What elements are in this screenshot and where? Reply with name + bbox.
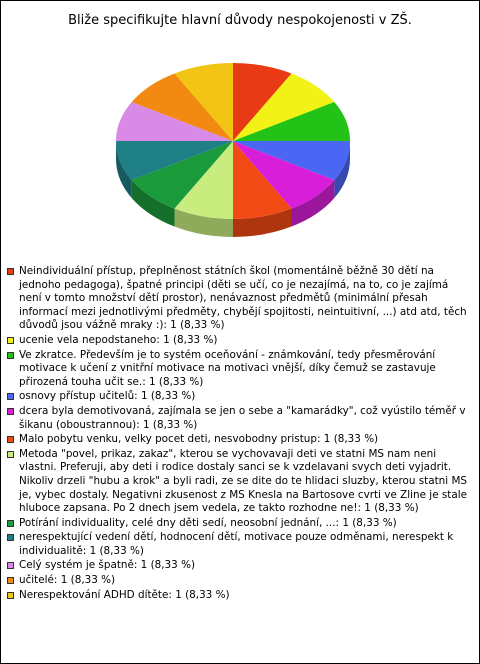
legend-label: osnovy přístup učitelů: 1 (8,33 %) [19,390,196,403]
legend-label: Malo pobytu venku, velky pocet deti, nesvobodny pristup: 1 (8,33 %) [19,433,379,446]
legend-item [7,265,473,333]
legend-item [7,448,473,516]
legend-item [7,390,473,404]
legend-item [7,517,473,531]
legend-item [7,433,473,447]
legend-label: Nerespektování ADHD dítěte: 1 (8,33 %) [19,588,230,601]
legend-item [7,574,473,588]
legend-label: učitelé: 1 (8,33 %) [19,574,116,587]
legend-swatch [7,408,14,415]
legend-item [7,334,473,348]
legend-swatch [7,393,14,400]
legend-swatch [7,577,14,584]
legend-item [7,531,473,558]
chart-title: Bliže specifikujte hlavní důvody nespokojenosti v ZŠ. [68,13,412,28]
pie-chart [1,41,479,251]
legend-label: ucenie vela nepodstaneho: 1 (8,33 %) [19,333,218,346]
chart-legend [7,265,473,603]
legend-label: dcera byla demotivovaná, zajímala se jen o sebe a "kamarádky", což vyústilo téměř v šikanu (oboustrannou): 1 (8,33 %) [19,404,466,431]
legend-swatch [7,352,14,359]
legend-label: Celý systém je špatně: 1 (8,33 %) [19,559,196,572]
legend-label: Potírání individuality, celé dny děti sedí, neosobní jednání, ...: 1 (8,33 %) [19,516,397,529]
legend-label: Ve zkratce. Především je to systém oceňování - známkování, tedy přesměrování motivace k učení z vnitřní motivace na motivaci vnější, díky čemuž se zastavuje přirozená touha učit se.: 1 (8,33 %) [19,348,436,388]
legend-swatch [7,562,14,569]
legend-swatch [7,520,14,527]
legend-item [7,559,473,573]
legend-label: Metoda "povel, prikaz, zakaz", kterou se vychovavaji deti ve statni MS nam neni vlastni. Preferuji, aby deti i rodice dostaly sanci se k vzdelavani svych deti vyjadrit. Nikoliv drzeli "hubu a krok" a byli radi, ze se dite do te hlidaci sluzby, kterou statni MS je, vybec dostaly. Negativni zkusenost z MS Knesla na Bartosove cvrti ve Zline je stale hluboce zapsana. Po 2 dnech jsem vedela, ze takto rozhodne ne!: 1 (8,33 %) [19,447,468,515]
legend-label: nerespektující vedení dětí, hodnocení dětí, motivace pouze odměnami, nerespekt k individualitě: 1 (8,33 %) [19,531,454,557]
legend-item [7,405,473,432]
legend-swatch [7,451,14,458]
pie-top [116,63,350,219]
legend-swatch [7,337,14,344]
legend-item [7,349,473,390]
legend-label: Neindividuální přístup, přeplněnost státních škol (momentálně běžně 30 dětí na jednoho pedagoga), špatné principi (děti se učí, co je nezajímá, na to, co je zajímá není v tomto množství dětí prostor), nenávaznost předmětů (minimální přesah informací mezi jednotlivými předměty, chybějí spojitosti, neintuitivní, ...) atd atd, těch důvodů jsou vážně mraky :): 1 (8,33 %) [19,265,467,332]
legend-swatch [7,436,14,443]
legend-swatch [7,534,14,541]
legend-swatch [7,268,14,275]
legend-swatch [7,592,14,599]
legend-item [7,589,473,603]
